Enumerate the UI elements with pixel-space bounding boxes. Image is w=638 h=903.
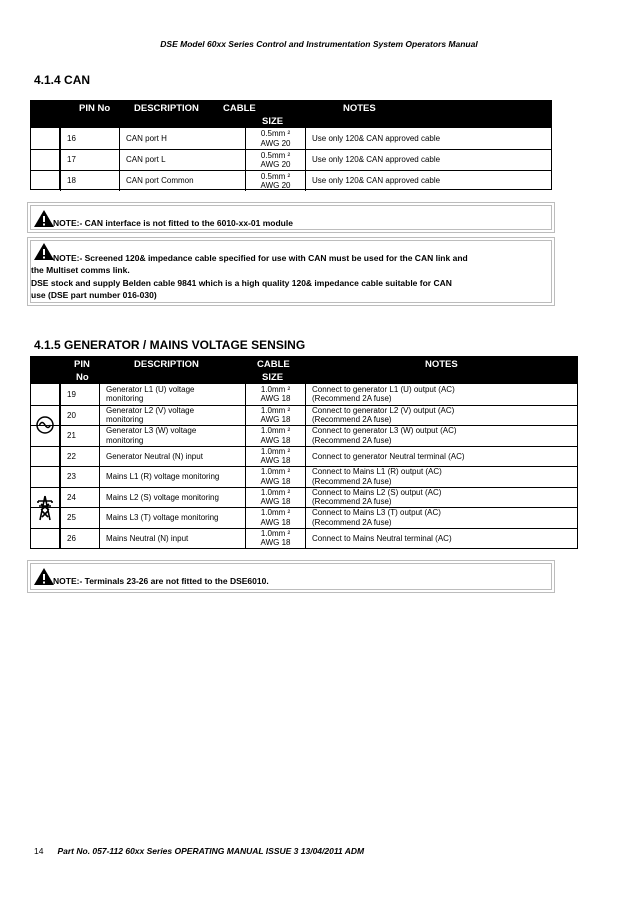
table-row	[31, 487, 577, 508]
voltage-table-header	[31, 357, 577, 384]
table-row	[31, 507, 577, 528]
notes-cell: Connect to Mains L2 (S) output (AC) (Recommend 2A fuse)	[305, 488, 577, 508]
cable-size-cell: 1.0mm ² AWG 18	[245, 447, 305, 467]
pin-cell: 22	[60, 447, 99, 467]
note-screened-line4: use (DSE part number 016-030)	[31, 290, 157, 300]
pin-cell: 25	[60, 508, 99, 528]
description-cell: Mains L3 (T) voltage monitoring	[99, 508, 245, 528]
pin-cell: 19	[60, 384, 99, 405]
col-description: DESCRIPTION	[134, 103, 199, 114]
pin-cell: 17	[60, 150, 119, 170]
pin-cell: 24	[60, 488, 99, 508]
pin-cell: 26	[60, 529, 99, 549]
note-screened-line1: NOTE:- Screened 120& impedance cable specified for use with CAN must be used for the CAN link and	[53, 253, 468, 263]
col-size: SIZE	[262, 372, 284, 383]
notes-cell: Connect to Mains L3 (T) output (AC) (Recommend 2A fuse)	[305, 508, 577, 528]
table-row	[31, 405, 577, 426]
cable-size-cell: 1.0mm ² AWG 18	[245, 406, 305, 426]
table-row	[31, 128, 551, 149]
pin-cell: 21	[60, 426, 99, 446]
col-description: DESCRIPTION	[134, 359, 199, 370]
voltage-table	[30, 356, 578, 549]
can-table	[30, 100, 552, 190]
col-pin: PIN No	[79, 103, 111, 114]
footer-text: Part No. 057-112 60xx Series OPERATING MANUAL ISSUE 3 13/04/2011 ADM	[57, 846, 365, 856]
notes-cell: Use only 120& CAN approved cable	[305, 171, 551, 191]
description-cell: Mains Neutral (N) input	[99, 529, 245, 549]
warning-icon	[33, 567, 55, 586]
description-cell: CAN port H	[119, 128, 245, 149]
note-terminals	[30, 563, 552, 590]
cable-size-cell: 0.5mm ² AWG 20	[245, 128, 305, 149]
description-cell: CAN port Common	[119, 171, 245, 191]
notes-cell: Connect to Mains L1 (R) output (AC) (Recommend 2A fuse)	[305, 467, 577, 487]
col-size: SIZE	[262, 116, 284, 127]
col-notes: NOTES	[425, 359, 458, 370]
table-row	[31, 170, 551, 191]
description-cell: Generator Neutral (N) input	[99, 447, 245, 467]
cable-size-cell: 1.0mm ² AWG 18	[245, 529, 305, 549]
pin-cell: 20	[60, 406, 99, 426]
notes-cell: Connect to generator L2 (V) output (AC) (Recommend 2A fuse)	[305, 406, 577, 426]
note-screened-line2: the Multiset comms link.	[31, 265, 130, 275]
col-cable: CABLE	[223, 103, 256, 114]
note-can-interface	[30, 205, 552, 230]
description-cell: Generator L3 (W) voltage monitoring	[99, 426, 245, 446]
table-row	[31, 446, 577, 467]
cable-size-cell: 1.0mm ² AWG 18	[245, 508, 305, 528]
notes-cell: Connect to generator L1 (U) output (AC) (Recommend 2A fuse)	[305, 384, 577, 405]
table-row	[31, 149, 551, 170]
pin-cell: 16	[60, 128, 119, 149]
pin-cell: 23	[60, 467, 99, 487]
description-cell: Generator L1 (U) voltage monitoring	[99, 384, 245, 405]
notes-cell: Use only 120& CAN approved cable	[305, 150, 551, 170]
table-row	[31, 466, 577, 487]
cable-size-cell: 0.5mm ² AWG 20	[245, 150, 305, 170]
cable-size-cell: 0.5mm ² AWG 20	[245, 171, 305, 191]
section-title-voltage-sensing: 4.1.5 GENERATOR / MAINS VOLTAGE SENSING	[34, 338, 306, 352]
cable-size-cell: 1.0mm ² AWG 18	[245, 384, 305, 405]
warning-icon	[33, 209, 55, 228]
note-screened-cable	[30, 240, 552, 303]
section-title-can: 4.1.4 CAN	[34, 73, 91, 87]
description-cell: Generator L2 (V) voltage monitoring	[99, 406, 245, 426]
note-screened-line3: DSE stock and supply Belden cable 9841 which is a high quality 120& impedance cable suitable for CAN	[31, 278, 452, 288]
note-terminals-text: NOTE:- Terminals 23-26 are not fitted to the DSE6010.	[53, 576, 269, 586]
notes-cell: Connect to Mains Neutral terminal (AC)	[305, 529, 577, 549]
cable-size-cell: 1.0mm ² AWG 18	[245, 488, 305, 508]
cable-size-cell: 1.0mm ² AWG 18	[245, 467, 305, 487]
description-cell: Mains L2 (S) voltage monitoring	[99, 488, 245, 508]
warning-icon	[33, 242, 55, 261]
notes-cell: Connect to generator Neutral terminal (AC)	[305, 447, 577, 467]
table-row	[31, 528, 577, 549]
page-number: 14	[34, 846, 44, 856]
notes-cell: Use only 120& CAN approved cable	[305, 128, 551, 149]
notes-cell: Connect to generator L3 (W) output (AC) (Recommend 2A fuse)	[305, 426, 577, 446]
note-can-interface-text: NOTE:- CAN interface is not fitted to the 6010-xx-01 module	[53, 218, 293, 228]
col-notes: NOTES	[343, 103, 376, 114]
col-pin: PIN	[74, 359, 90, 370]
col-cable: CABLE	[257, 359, 290, 370]
page-header: DSE Model 60xx Series Control and Instrumentation System Operators Manual	[160, 39, 478, 49]
pin-cell: 18	[60, 171, 119, 191]
table-row	[31, 425, 577, 446]
page-footer	[34, 846, 364, 856]
can-table-header	[31, 101, 551, 128]
table-row	[31, 384, 577, 405]
col-no: No	[76, 372, 89, 383]
description-cell: CAN port L	[119, 150, 245, 170]
cable-size-cell: 1.0mm ² AWG 18	[245, 426, 305, 446]
description-cell: Mains L1 (R) voltage monitoring	[99, 467, 245, 487]
